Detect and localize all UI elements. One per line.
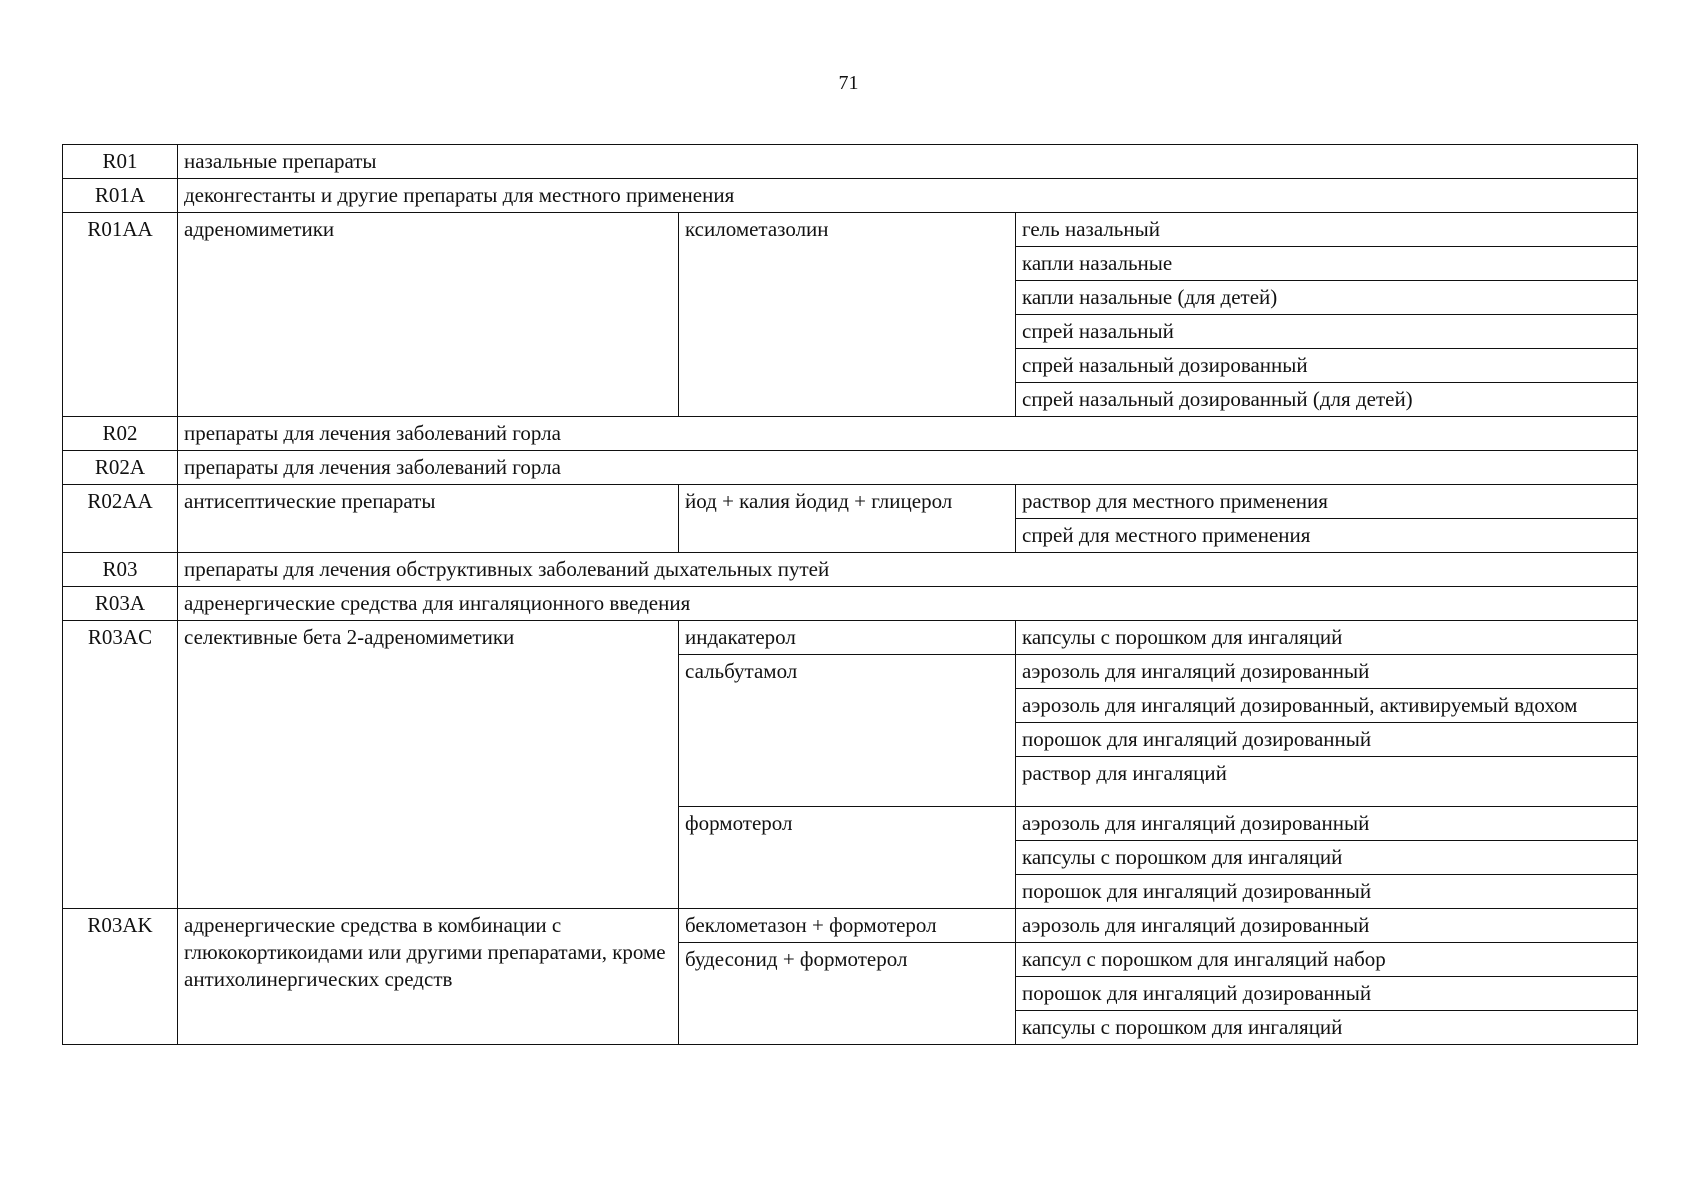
atc-code: R03AK bbox=[63, 909, 178, 1045]
dosage-form: капсулы с порошком для ингаляций bbox=[1016, 1011, 1638, 1045]
atc-code: R03A bbox=[63, 587, 178, 621]
group-name: деконгестанты и другие препараты для местного применения bbox=[178, 179, 1638, 213]
atc-code: R03 bbox=[63, 553, 178, 587]
dosage-form: порошок для ингаляций дозированный bbox=[1016, 875, 1638, 909]
table-row bbox=[63, 553, 1638, 587]
drug-table bbox=[62, 144, 1638, 1045]
dosage-form: порошок для ингаляций дозированный bbox=[1016, 723, 1638, 757]
drug-name: сальбутамол bbox=[679, 655, 1016, 807]
drug-name: будесонид + формотерол bbox=[679, 943, 1016, 1045]
group-name: адреномиметики bbox=[178, 213, 679, 417]
group-name: препараты для лечения заболеваний горла bbox=[178, 451, 1638, 485]
dosage-form: спрей назальный дозированный bbox=[1016, 349, 1638, 383]
dosage-form: гель назальный bbox=[1016, 213, 1638, 247]
group-name: адренергические средства в комбинации с глюкокортикоидами или другими препаратами, кроме антихолинергических средств bbox=[178, 909, 679, 1045]
group-name: препараты для лечения заболеваний горла bbox=[178, 417, 1638, 451]
dosage-form: капсулы с порошком для ингаляций bbox=[1016, 621, 1638, 655]
dosage-form: аэрозоль для ингаляций дозированный bbox=[1016, 655, 1638, 689]
table-row bbox=[63, 451, 1638, 485]
table-row bbox=[63, 145, 1638, 179]
table-row bbox=[63, 213, 1638, 247]
atc-code: R02 bbox=[63, 417, 178, 451]
table-row bbox=[63, 179, 1638, 213]
drug-name: беклометазон + формотерол bbox=[679, 909, 1016, 943]
drug-name: формотерол bbox=[679, 807, 1016, 909]
group-name: антисептические препараты bbox=[178, 485, 679, 553]
table-row bbox=[63, 485, 1638, 519]
atc-code: R02A bbox=[63, 451, 178, 485]
atc-code: R01 bbox=[63, 145, 178, 179]
page-number: 71 bbox=[838, 72, 859, 94]
dosage-form: аэрозоль для ингаляций дозированный, активируемый вдохом bbox=[1016, 689, 1638, 723]
drug-name: йод + калия йодид + глицерол bbox=[679, 485, 1016, 553]
dosage-form: порошок для ингаляций дозированный bbox=[1016, 977, 1638, 1011]
atc-code: R03AC bbox=[63, 621, 178, 909]
table-row bbox=[63, 621, 1638, 655]
dosage-form: капли назальные (для детей) bbox=[1016, 281, 1638, 315]
table-row bbox=[63, 417, 1638, 451]
dosage-form: спрей назальный дозированный (для детей) bbox=[1016, 383, 1638, 417]
atc-code: R01AA bbox=[63, 213, 178, 417]
dosage-form: раствор для ингаляций bbox=[1016, 757, 1638, 807]
dosage-form: аэрозоль для ингаляций дозированный bbox=[1016, 807, 1638, 841]
table-row bbox=[63, 587, 1638, 621]
dosage-form: капсулы с порошком для ингаляций bbox=[1016, 841, 1638, 875]
dosage-form: спрей назальный bbox=[1016, 315, 1638, 349]
table-row bbox=[63, 909, 1638, 943]
group-name: адренергические средства для ингаляционного введения bbox=[178, 587, 1638, 621]
atc-code: R01A bbox=[63, 179, 178, 213]
dosage-form: капсул с порошком для ингаляций набор bbox=[1016, 943, 1638, 977]
dosage-form: аэрозоль для ингаляций дозированный bbox=[1016, 909, 1638, 943]
group-name: препараты для лечения обструктивных заболеваний дыхательных путей bbox=[178, 553, 1638, 587]
drug-name: ксилометазолин bbox=[679, 213, 1016, 417]
group-name: назальные препараты bbox=[178, 145, 1638, 179]
dosage-form: спрей для местного применения bbox=[1016, 519, 1638, 553]
dosage-form: раствор для местного применения bbox=[1016, 485, 1638, 519]
dosage-form: капли назальные bbox=[1016, 247, 1638, 281]
drug-name: индакатерол bbox=[679, 621, 1016, 655]
atc-code: R02AA bbox=[63, 485, 178, 553]
group-name: селективные бета 2-адреномиметики bbox=[178, 621, 679, 909]
